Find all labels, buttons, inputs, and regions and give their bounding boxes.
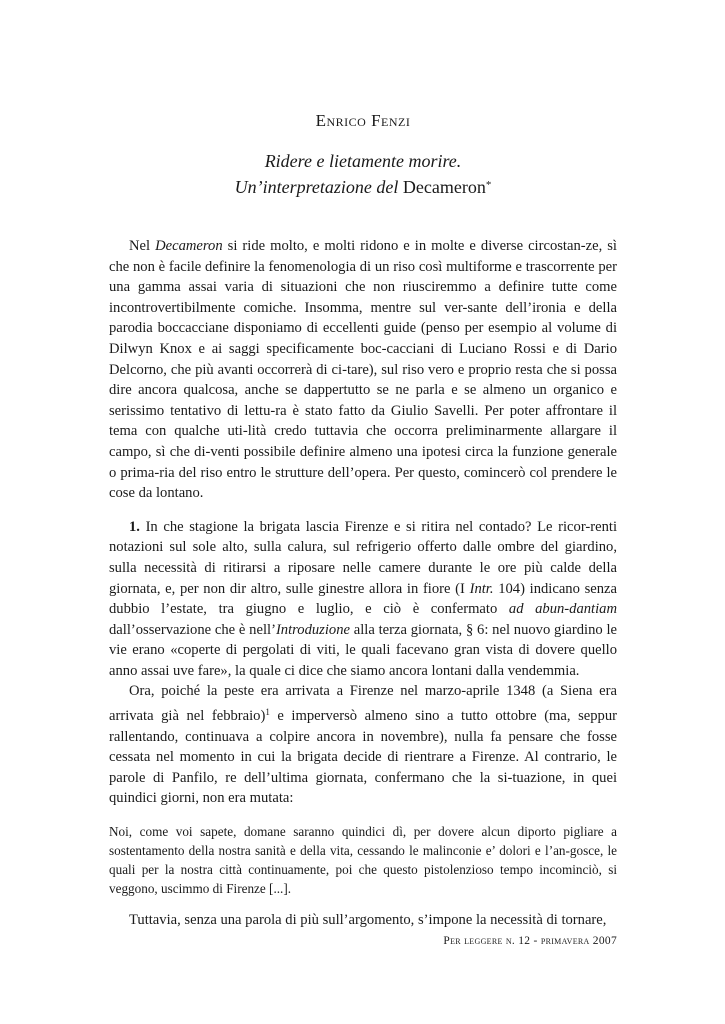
text-run: alla terza giornata, § 6: nel nuovo giardino le vie erano «coperte di pergolati di viti, le quali facevano gran vista di dovere quello anno assai uve fare», la quale ci dice che siamo ancora lontani dalla vendemmia.: [109, 621, 618, 679]
author-name: Enrico Fenzi: [315, 111, 411, 130]
paragraph-intro: [109, 236, 617, 504]
text-run: Nel: [129, 238, 156, 254]
title-line-2: [109, 173, 617, 199]
section-number: 1.: [129, 518, 140, 535]
text-run: dall’osservazione che è nell’: [109, 621, 276, 638]
title-line-2-italic: Un’interpretazione del: [234, 177, 399, 197]
article-title: [109, 149, 617, 199]
block-quote: Noi, come voi sapete, domane saranno quindici dì, per dovere alcun diporto pigliare a sostentamento della nostra sanità e della vita, cessando le malinconie e’ dolori e l’an-gosce, le quali per la nostra città continuamente, poi che questo pistolenzioso tempo incominciò, si veggono, uscimmo di Firenze [...].: [109, 824, 617, 897]
text-run: e imperversò almeno sino a tutto ottobre (ma, seppur rallentando, continuava a colpire ancora in novembre), nulla fa pensare che fosse cessata nel momento in cui la brigata decide di rientrare a Firenze. Al contrario, le parole di Panfilo, re dell’ultima giornata, confermano che la si-tuazione, in quei quindici giorni, non era mutata:: [109, 708, 617, 807]
italic-run: Decameron: [155, 238, 223, 254]
italic-run: ad abun-dantiam: [508, 601, 617, 618]
footnote-ref[interactable]: 1: [265, 707, 270, 718]
italic-run: Intr.: [469, 580, 494, 597]
paragraph-closing: Tuttavia, senza una parola di più sull’argomento, s’impone la necessità di tornare,: [129, 912, 607, 929]
title-work-name: Decameron: [402, 177, 486, 197]
article-body: [109, 236, 617, 931]
paragraph-section-1: [109, 517, 617, 682]
text-run: Ora, poiché la peste era arrivata a Firenze nel marzo-aprile 1348 (a Siena era arrivata già nel febbraio): [109, 683, 617, 725]
footnote-star-marker: *: [485, 179, 492, 191]
title-line-1: Ridere e lietamente morire.: [264, 151, 462, 171]
italic-run: Introduzione: [275, 621, 350, 638]
text-run: 104) indicano senza dubbio l’estate, tra giugno e luglio, e ciò è confermato: [109, 580, 617, 618]
running-footer: Per leggere n. 12 - primavera 2007: [443, 935, 617, 947]
text-run: In che stagione la brigata lascia Firenze e si ritira nel contado? Le ricor-renti notazioni sul sole alto, sulla calura, sul refrigerio offerto dalle ombre del giardino, sulla necessità di ritirarsi a riposare nelle camere durante le ore più calde della giornata, e, per non dir altro, sulle ginestre allora in fiore (I: [109, 518, 617, 597]
paragraph-plague: [109, 681, 617, 809]
text-run: si ride molto, e molti ridono e in molte e diverse circostan-ze, sì che non è facile definire la fenomenologia di un riso così multiforme e trascorrente per una gamma assai varia di situazioni che non riusciremmo a definire tutte come incontrovertibilmente comiche. Insomma, mentre sul ver-sante dell’ironia e della parodia boccacciane disponiamo di eccellenti guide (penso per esempio al volume di Dilwyn Knox e ai saggi specificamente boc-cacciani di Luciano Rossi e di Dario Delcorno, che più avanti occorrerà di ci-tare), sul riso vero e proprio resta che si possa dire ancora qualcosa, anche se dappertutto se ne parla e se almeno un organico e serissimo tentativo di lettu-ra è stato fatto da Giulio Savelli. Per poter affrontare il tema con qualche uti-lità credo tuttavia che occorra preliminarmente allargare il campo, sì che di-venti possibile definire almeno una ipotesi circa la funzione generale o prima-ria del riso entro le strutture dell’opera. Per questo, comincerò col prendere le cose da lontano.: [109, 238, 617, 502]
